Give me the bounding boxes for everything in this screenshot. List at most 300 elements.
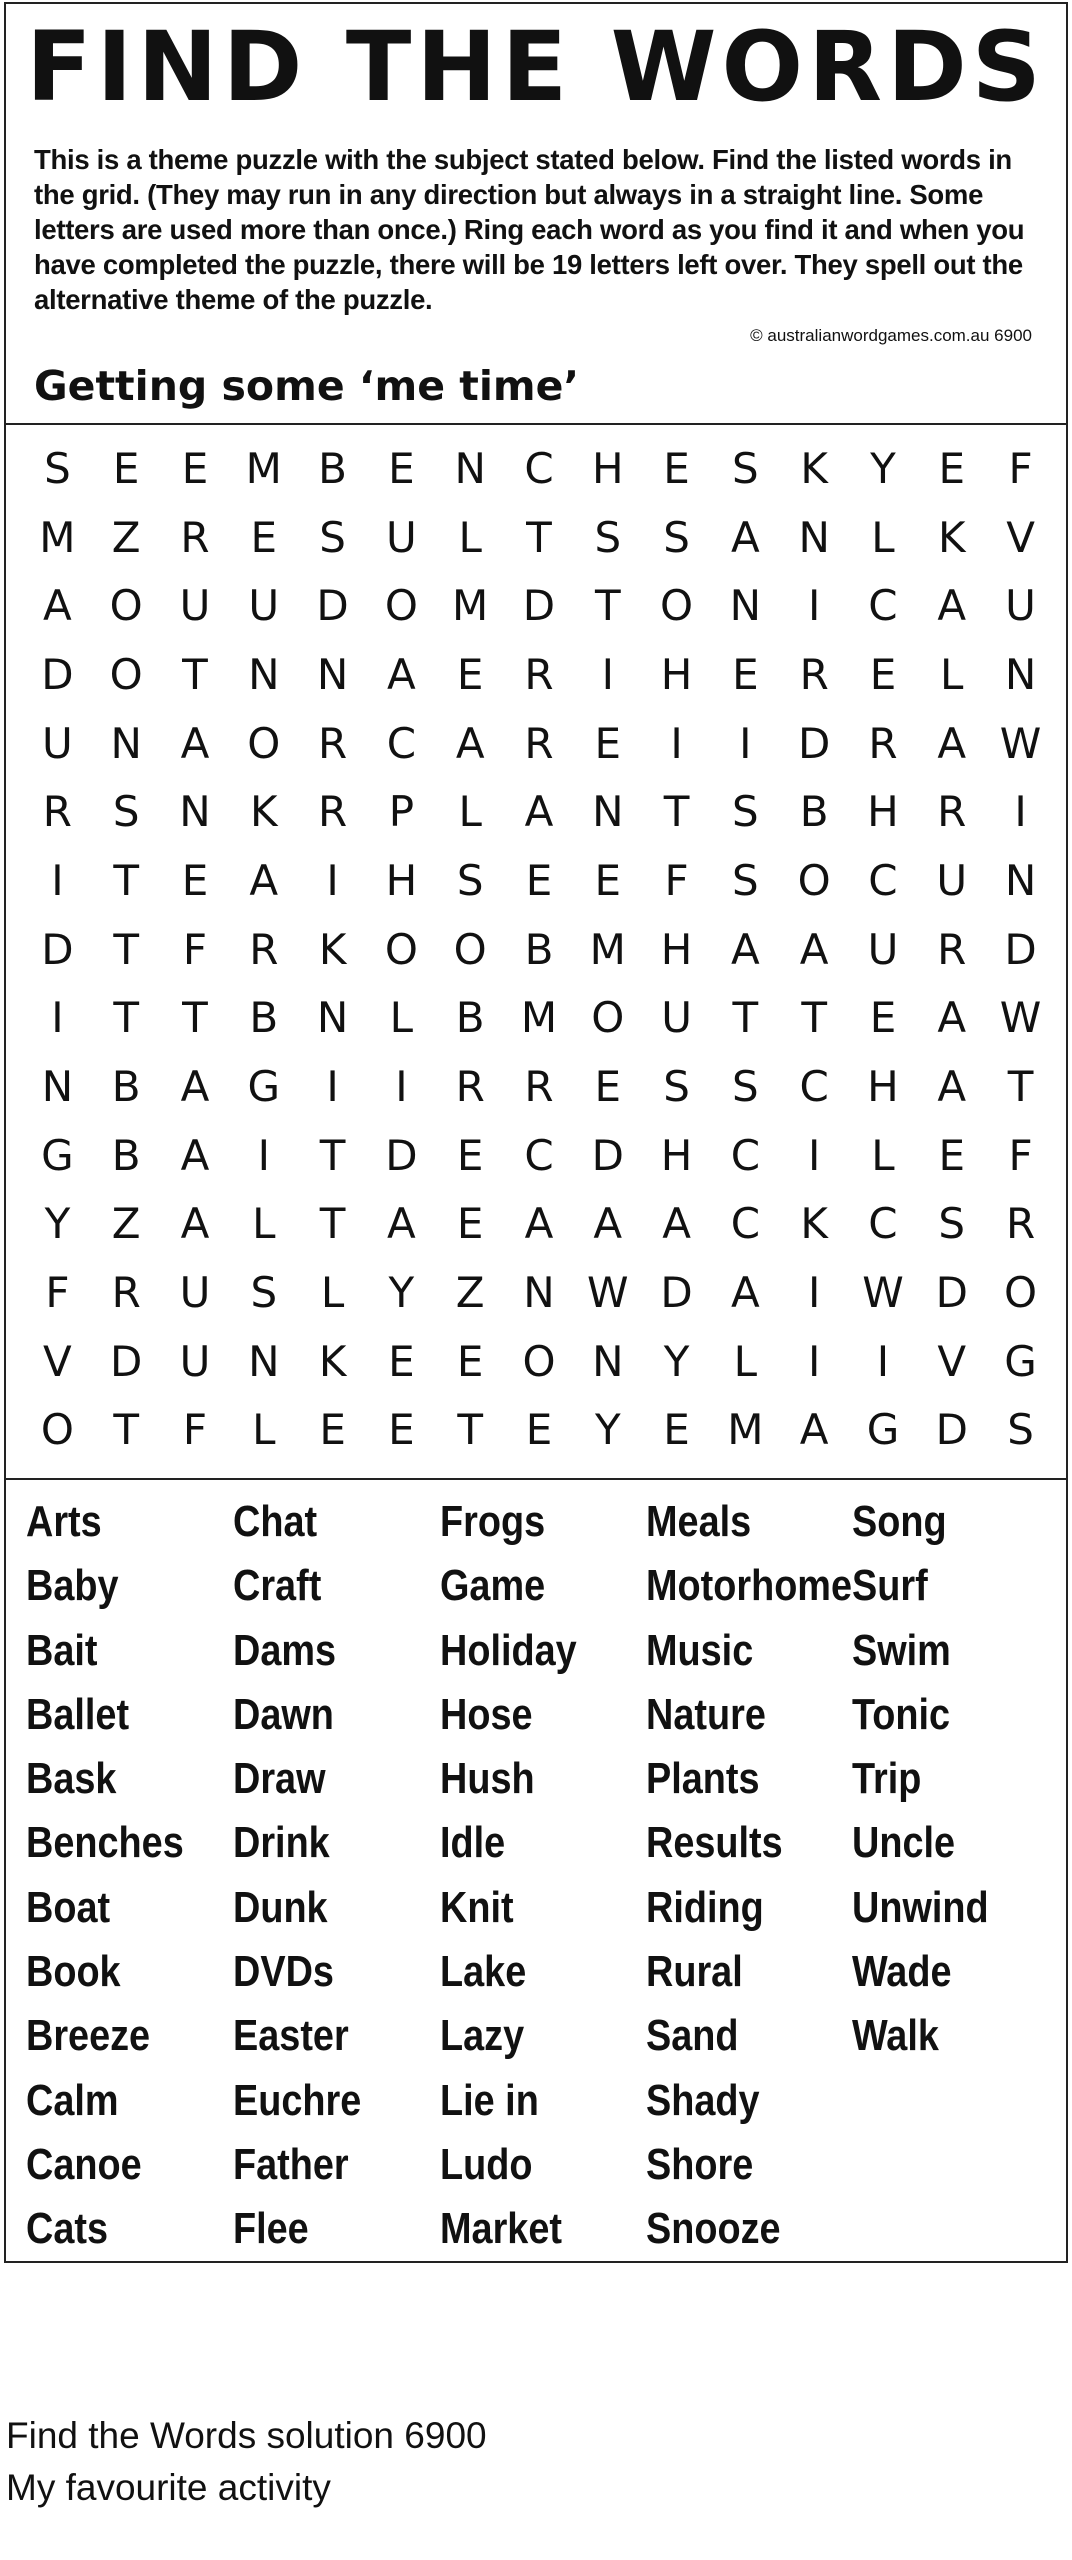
grid-cell[interactable]: D <box>660 1268 693 1318</box>
word-list-item: Sand <box>646 2011 739 2061</box>
word-list-item: Swim <box>852 1625 951 1675</box>
grid-cell[interactable]: R <box>111 1268 141 1318</box>
grid-cell[interactable]: K <box>937 512 966 562</box>
word-list-item: Baby <box>26 1561 119 1611</box>
grid-cell[interactable]: A <box>593 1199 623 1249</box>
grid-cell[interactable]: Y <box>388 1268 415 1318</box>
grid-row <box>23 1121 1055 1190</box>
grid-cell[interactable]: G <box>247 1062 281 1112</box>
grid-cell[interactable]: C <box>868 581 898 631</box>
grid-cell[interactable]: I <box>601 649 614 699</box>
grid-row <box>23 1190 1055 1259</box>
grid-cell[interactable]: S <box>732 1062 759 1112</box>
grid-cell[interactable]: L <box>458 787 482 837</box>
word-list-item: Dawn <box>233 1689 334 1739</box>
grid-cell[interactable]: A <box>662 1199 691 1249</box>
grid-cell[interactable]: T <box>319 1199 346 1249</box>
grid-cell[interactable]: R <box>524 1062 554 1112</box>
grid-cell[interactable]: U <box>661 993 692 1043</box>
grid-row <box>23 640 1055 709</box>
word-column <box>26 1492 209 2264</box>
puzzle-header <box>6 4 1066 425</box>
grid-cell[interactable]: U <box>867 924 899 974</box>
grid-cell[interactable]: L <box>458 512 482 562</box>
grid-cell[interactable]: S <box>319 512 346 562</box>
grid-cell[interactable]: B <box>111 1062 141 1112</box>
grid-cell[interactable]: F <box>45 1268 70 1318</box>
grid-cell[interactable]: A <box>731 1268 760 1318</box>
grid-cell[interactable]: W <box>999 718 1042 768</box>
grid-divider <box>6 1478 1066 1480</box>
grid-cell[interactable]: E <box>456 1130 484 1180</box>
grid-cell[interactable]: O <box>797 855 831 905</box>
grid-cell[interactable]: I <box>51 855 64 905</box>
grid-cell[interactable]: K <box>318 924 347 974</box>
grid-cell[interactable]: I <box>395 1062 408 1112</box>
grid-cell[interactable]: O <box>591 993 625 1043</box>
solution-answer: My favourite activity <box>6 2467 331 2508</box>
grid-cell[interactable]: M <box>452 581 489 631</box>
grid-cell[interactable]: M <box>520 993 558 1043</box>
word-list-item: Dunk <box>233 1882 328 1932</box>
grid-cell[interactable]: N <box>798 512 830 562</box>
grid-cell[interactable]: H <box>385 855 418 905</box>
grid-cell[interactable]: Y <box>870 443 896 493</box>
word-list-item: Draw <box>233 1754 326 1804</box>
grid-cell[interactable]: B <box>318 443 347 493</box>
grid-cell[interactable]: F <box>664 855 689 905</box>
grid-cell[interactable]: E <box>663 1405 690 1455</box>
grid-cell[interactable]: L <box>733 1336 758 1386</box>
grid-cell[interactable]: N <box>316 993 349 1043</box>
word-list-item: Lie in <box>440 2075 539 2125</box>
grid-cell[interactable]: B <box>799 787 829 837</box>
grid-cell[interactable]: L <box>252 1405 276 1455</box>
puzzle-theme: Getting some ‘me time’ <box>34 362 580 410</box>
word-list-item: Lake <box>440 1947 527 1997</box>
grid-cell[interactable]: A <box>937 993 967 1043</box>
word-list-item: Motorhome <box>646 1561 852 1611</box>
grid-cell[interactable]: E <box>388 1405 415 1455</box>
grid-cell[interactable]: I <box>326 855 339 905</box>
grid-cell[interactable]: N <box>592 787 624 837</box>
grid-cell[interactable]: I <box>739 718 752 768</box>
grid-cell[interactable]: Y <box>594 1405 621 1455</box>
grid-cell[interactable]: W <box>862 1268 904 1318</box>
word-list-item: Ludo <box>440 2139 533 2189</box>
grid-cell[interactable]: C <box>730 1130 761 1180</box>
grid-cell[interactable]: D <box>935 1405 968 1455</box>
grid-cell[interactable]: O <box>247 718 281 768</box>
grid-cell[interactable]: S <box>594 512 622 562</box>
grid-cell[interactable]: T <box>113 924 140 974</box>
grid-cell[interactable]: H <box>591 443 624 493</box>
grid-cell[interactable]: S <box>663 1062 690 1112</box>
word-list-item: Drink <box>233 1818 330 1868</box>
grid-cell[interactable]: E <box>112 443 140 493</box>
grid-cell[interactable]: S <box>456 855 484 905</box>
grid-cell[interactable]: E <box>594 718 622 768</box>
grid-cell[interactable]: N <box>248 649 280 699</box>
word-list-item: Meals <box>646 1497 752 1546</box>
word-list-item: Results <box>646 1818 783 1868</box>
grid-cell[interactable]: E <box>456 649 484 699</box>
grid-cell[interactable]: N <box>592 1336 624 1386</box>
word-column <box>852 1492 1011 2071</box>
word-list-item: Wade <box>852 1947 952 1997</box>
grid-cell[interactable]: U <box>1005 581 1036 631</box>
grid-cell[interactable]: O <box>384 924 418 974</box>
grid-cell[interactable]: R <box>524 718 554 768</box>
grid-row <box>23 915 1055 984</box>
word-list-item: Uncle <box>852 1818 956 1868</box>
grid-cell[interactable]: R <box>799 649 829 699</box>
grid-cell[interactable]: R <box>937 787 967 837</box>
grid-row <box>23 984 1055 1053</box>
grid-cell[interactable]: L <box>871 1130 895 1180</box>
word-list-item: Riding <box>646 1882 764 1932</box>
grid-row <box>23 1327 1055 1396</box>
grid-cell[interactable]: H <box>660 1130 693 1180</box>
grid-cell[interactable]: H <box>660 649 693 699</box>
grid-cell[interactable]: O <box>109 649 143 699</box>
grid-cell[interactable]: Y <box>663 1336 690 1386</box>
grid-cell[interactable]: G <box>866 1405 900 1455</box>
grid-cell[interactable]: O <box>384 581 418 631</box>
grid-cell[interactable]: I <box>876 1336 890 1386</box>
word-column <box>233 1492 382 2264</box>
word-list-item: Game <box>440 1561 546 1611</box>
grid-cell[interactable]: T <box>182 649 208 699</box>
grid-cell[interactable]: R <box>868 718 898 768</box>
grid-cell[interactable]: N <box>41 1062 74 1112</box>
grid-cell[interactable]: D <box>1004 924 1037 974</box>
grid-cell[interactable]: H <box>867 1062 899 1112</box>
grid-cell[interactable]: U <box>179 1268 211 1318</box>
grid-cell[interactable]: H <box>660 924 693 974</box>
grid-cell[interactable]: T <box>594 581 621 631</box>
grid-cell[interactable]: T <box>113 1405 140 1455</box>
grid-cell[interactable]: N <box>1004 649 1037 699</box>
grid-cell[interactable]: E <box>181 443 209 493</box>
word-list-item: DVDs <box>233 1947 334 1997</box>
grid-cell[interactable]: A <box>180 1130 210 1180</box>
word-list-item: Canoe <box>26 2139 142 2189</box>
grid-cell[interactable]: E <box>388 443 415 493</box>
grid-cell[interactable]: C <box>386 718 417 768</box>
word-list-item: Father <box>233 2139 349 2189</box>
grid-cell[interactable]: M <box>589 924 626 974</box>
word-list-item: Trip <box>852 1754 922 1804</box>
grid-cell[interactable]: R <box>524 649 554 699</box>
word-list-item: Shady <box>646 2075 760 2125</box>
word-list-item: Flee <box>233 2204 309 2254</box>
grid-row <box>23 571 1055 640</box>
puzzle-instructions: This is a theme puzzle with the subject stated below. Find the listed words in the grid. (They may run in any direction but always in a straight line. Some letters are used more than once.) Ring each word as you find it and when you have completed the puzzle, there will be 19 letters left over. They spell out the alternative theme of the puzzle. <box>34 144 1025 315</box>
grid-cell[interactable]: A <box>937 718 967 768</box>
grid-cell[interactable]: I <box>670 718 683 768</box>
grid-cell[interactable]: I <box>807 1336 821 1386</box>
grid-cell[interactable]: I <box>326 1062 339 1112</box>
grid-cell[interactable]: E <box>181 855 209 905</box>
grid-cell[interactable]: N <box>1004 855 1037 905</box>
grid-cell[interactable]: T <box>113 993 140 1043</box>
grid-cell[interactable]: N <box>523 1268 555 1318</box>
grid-cell[interactable]: T <box>526 512 552 562</box>
grid-cell[interactable]: R <box>180 512 210 562</box>
grid-cell[interactable]: E <box>938 443 966 493</box>
word-list-item: Hush <box>440 1754 535 1804</box>
grid-cell[interactable]: N <box>316 649 349 699</box>
word-list-item: Nature <box>646 1689 766 1739</box>
grid-cell[interactable]: C <box>524 443 554 493</box>
grid-cell[interactable]: U <box>386 512 417 562</box>
grid-cell[interactable]: R <box>937 924 967 974</box>
grid-cell[interactable]: W <box>999 993 1042 1043</box>
word-list-item: Calm <box>26 2075 119 2125</box>
puzzle-frame <box>4 2 1068 2263</box>
grid-cell[interactable]: E <box>525 855 553 905</box>
grid-cell[interactable]: E <box>594 1062 622 1112</box>
grid-cell[interactable]: L <box>871 512 895 562</box>
grid-cell[interactable]: L <box>940 649 964 699</box>
grid-cell[interactable]: S <box>663 512 690 562</box>
grid-cell[interactable]: E <box>319 1405 346 1455</box>
grid-cell[interactable]: E <box>456 1199 484 1249</box>
grid-cell[interactable]: A <box>731 924 760 974</box>
grid-cell[interactable]: B <box>111 1130 141 1180</box>
grid-cell[interactable]: U <box>248 581 280 631</box>
grid-cell[interactable]: A <box>937 581 967 631</box>
grid-cell[interactable]: F <box>1008 443 1033 493</box>
word-list-item: Holiday <box>440 1625 577 1675</box>
grid-cell[interactable]: S <box>250 1268 278 1318</box>
grid-cell[interactable]: L <box>389 993 414 1043</box>
grid-cell[interactable]: N <box>248 1336 280 1386</box>
grid-cell[interactable]: Y <box>44 1199 71 1249</box>
grid-cell[interactable]: A <box>799 1405 829 1455</box>
grid-cell[interactable]: K <box>318 1336 347 1386</box>
grid-cell[interactable]: R <box>317 718 348 768</box>
grid-cell[interactable]: Z <box>455 1268 485 1318</box>
grid-cell[interactable]: S <box>1007 1405 1034 1455</box>
grid-cell[interactable]: E <box>525 1405 553 1455</box>
grid-cell[interactable]: F <box>1008 1130 1033 1180</box>
grid-cell[interactable]: S <box>732 443 759 493</box>
grid-cell[interactable]: C <box>868 1199 898 1249</box>
grid-cell[interactable]: Z <box>111 1199 141 1249</box>
grid-cell[interactable]: U <box>179 581 211 631</box>
grid-cell[interactable]: F <box>182 924 208 974</box>
grid-cell[interactable]: I <box>257 1130 270 1180</box>
word-list-item: Breeze <box>26 2011 151 2061</box>
grid-cell[interactable]: C <box>524 1130 554 1180</box>
grid-cell[interactable]: T <box>1007 1062 1034 1112</box>
grid-cell[interactable]: K <box>800 1199 828 1249</box>
grid-cell[interactable]: D <box>316 581 349 631</box>
grid-cell[interactable]: S <box>732 787 759 837</box>
grid-cell[interactable]: U <box>936 855 968 905</box>
grid-cell[interactable]: A <box>180 1062 210 1112</box>
grid-cell[interactable]: B <box>455 993 485 1043</box>
word-list-item: Music <box>646 1625 754 1675</box>
word-list-item: Benches <box>26 1818 184 1868</box>
word-list-item: Song <box>852 1497 947 1546</box>
grid-cell[interactable]: D <box>797 718 831 768</box>
grid-cell[interactable]: A <box>387 1199 416 1249</box>
grid-cell[interactable]: T <box>113 855 140 905</box>
grid-cell[interactable]: E <box>732 649 759 699</box>
grid-cell[interactable]: D <box>591 1130 624 1180</box>
grid-cell[interactable]: F <box>182 1405 208 1455</box>
word-list-item: Chat <box>233 1497 318 1546</box>
grid-cell[interactable]: G <box>41 1130 74 1180</box>
grid-cell[interactable]: I <box>51 993 64 1043</box>
grid-cell[interactable]: V <box>1006 512 1035 562</box>
grid-cell[interactable]: K <box>800 443 828 493</box>
grid-cell[interactable]: S <box>44 443 71 493</box>
grid-cell[interactable]: U <box>42 718 73 768</box>
grid-row <box>23 709 1055 778</box>
word-list-item: Boat <box>26 1882 111 1932</box>
grid-cell[interactable]: Z <box>111 512 141 562</box>
grid-cell[interactable]: R <box>455 1062 485 1112</box>
grid-cell[interactable]: T <box>457 1405 483 1455</box>
grid-cell[interactable]: A <box>731 512 760 562</box>
grid-cell[interactable]: R <box>317 787 348 837</box>
word-list-item: Surf <box>852 1561 928 1611</box>
grid-cell[interactable]: T <box>663 787 690 837</box>
grid-cell[interactable]: A <box>937 1062 967 1112</box>
grid-cell[interactable]: N <box>454 443 486 493</box>
grid-cell[interactable]: A <box>180 1199 210 1249</box>
word-list-item: Book <box>26 1947 121 1997</box>
grid-cell[interactable]: N <box>110 718 142 768</box>
grid-cell[interactable]: I <box>807 1130 821 1180</box>
grid-cell[interactable]: I <box>807 1268 821 1318</box>
word-list-item: Plants <box>646 1754 760 1804</box>
grid-cell[interactable]: E <box>250 512 278 562</box>
grid-cell[interactable]: A <box>43 581 72 631</box>
grid-cell[interactable]: O <box>1004 1268 1038 1318</box>
grid-cell[interactable]: S <box>938 1199 966 1249</box>
grid-cell[interactable]: E <box>594 855 622 905</box>
letter-grid <box>23 434 1055 1464</box>
word-list-item: Hose <box>440 1689 533 1739</box>
grid-cell[interactable]: T <box>801 993 827 1043</box>
grid-cell[interactable]: A <box>249 855 279 905</box>
header-divider <box>6 423 1066 425</box>
grid-cell[interactable]: T <box>319 1130 346 1180</box>
word-list-item: Cats <box>26 2204 109 2254</box>
grid-cell[interactable]: R <box>42 787 72 837</box>
grid-cell[interactable]: T <box>182 993 208 1043</box>
grid-cell[interactable]: E <box>869 649 897 699</box>
grid-cell[interactable]: K <box>250 787 278 837</box>
grid-cell[interactable]: N <box>729 581 762 631</box>
grid-cell[interactable]: V <box>43 1336 72 1386</box>
grid-cell[interactable]: M <box>727 1405 764 1455</box>
grid-cell[interactable]: E <box>869 993 897 1043</box>
grid-cell[interactable]: D <box>522 581 556 631</box>
grid-cell[interactable]: S <box>732 855 759 905</box>
grid-cell[interactable]: O <box>109 581 143 631</box>
grid-cell[interactable]: I <box>1014 787 1027 837</box>
grid-row <box>23 434 1055 503</box>
grid-cell[interactable]: E <box>388 1336 415 1386</box>
grid-cell[interactable]: D <box>41 649 74 699</box>
grid-cell[interactable]: B <box>249 993 279 1043</box>
word-column <box>440 1492 599 2264</box>
grid-cell[interactable]: O <box>453 924 487 974</box>
grid-cell[interactable]: A <box>455 718 485 768</box>
puzzle-title: FIND THE WORDS <box>26 11 1046 123</box>
word-list-item: Walk <box>852 2011 939 2061</box>
grid-cell[interactable]: D <box>935 1268 968 1318</box>
grid-cell[interactable]: E <box>663 443 690 493</box>
grid-cell[interactable]: L <box>320 1268 345 1318</box>
grid-row <box>23 1396 1055 1465</box>
grid-cell[interactable]: S <box>112 787 140 837</box>
grid-cell[interactable]: H <box>867 787 899 837</box>
grid-cell[interactable]: A <box>180 718 210 768</box>
grid-cell[interactable]: R <box>1005 1199 1036 1249</box>
grid-cell[interactable]: C <box>799 1062 829 1112</box>
word-list-item: Market <box>440 2204 562 2254</box>
grid-cell[interactable]: O <box>522 1336 556 1386</box>
grid-cell[interactable]: R <box>249 924 279 974</box>
grid-cell[interactable]: U <box>179 1336 211 1386</box>
grid-cell[interactable]: E <box>456 1336 484 1386</box>
grid-row <box>23 1258 1055 1327</box>
puzzle-credit: © australianwordgames.com.au 6900 <box>750 326 1032 345</box>
grid-cell[interactable]: G <box>1004 1336 1037 1386</box>
word-list-item: Shore <box>646 2139 754 2189</box>
word-list-item: Euchre <box>233 2075 362 2125</box>
grid-cell[interactable]: O <box>40 1405 74 1455</box>
grid-cell[interactable]: I <box>807 581 821 631</box>
grid-cell[interactable]: B <box>524 924 554 974</box>
word-list-item: Dams <box>233 1625 337 1675</box>
solution-title: Find the Words solution 6900 <box>6 2415 487 2456</box>
word-list-item: Arts <box>26 1497 102 1546</box>
word-list-item: Knit <box>440 1882 514 1932</box>
grid-cell[interactable]: D <box>110 1336 143 1386</box>
grid-cell[interactable]: A <box>799 924 829 974</box>
grid-cell[interactable]: P <box>388 787 415 837</box>
grid-cell[interactable]: O <box>660 581 694 631</box>
grid-cell[interactable]: M <box>39 512 76 562</box>
grid-cell[interactable]: T <box>732 993 759 1043</box>
grid-cell[interactable]: V <box>937 1336 967 1386</box>
grid-cell[interactable]: W <box>587 1268 629 1318</box>
grid-cell[interactable]: E <box>938 1130 966 1180</box>
grid-cell[interactable]: A <box>524 1199 554 1249</box>
grid-cell[interactable]: L <box>252 1199 276 1249</box>
grid-cell[interactable]: C <box>868 855 898 905</box>
grid-cell[interactable]: C <box>730 1199 761 1249</box>
grid-cell[interactable]: A <box>387 649 416 699</box>
grid-row <box>23 503 1055 572</box>
word-list-item: Unwind <box>852 1882 989 1932</box>
grid-cell[interactable]: D <box>41 924 74 974</box>
grid-cell[interactable]: D <box>385 1130 418 1180</box>
word-list-item: Lazy <box>440 2011 525 2061</box>
grid-cell[interactable]: A <box>524 787 554 837</box>
word-list-item: Frogs <box>440 1497 546 1546</box>
grid-cell[interactable]: M <box>245 443 282 493</box>
grid-cell[interactable]: N <box>179 787 211 837</box>
